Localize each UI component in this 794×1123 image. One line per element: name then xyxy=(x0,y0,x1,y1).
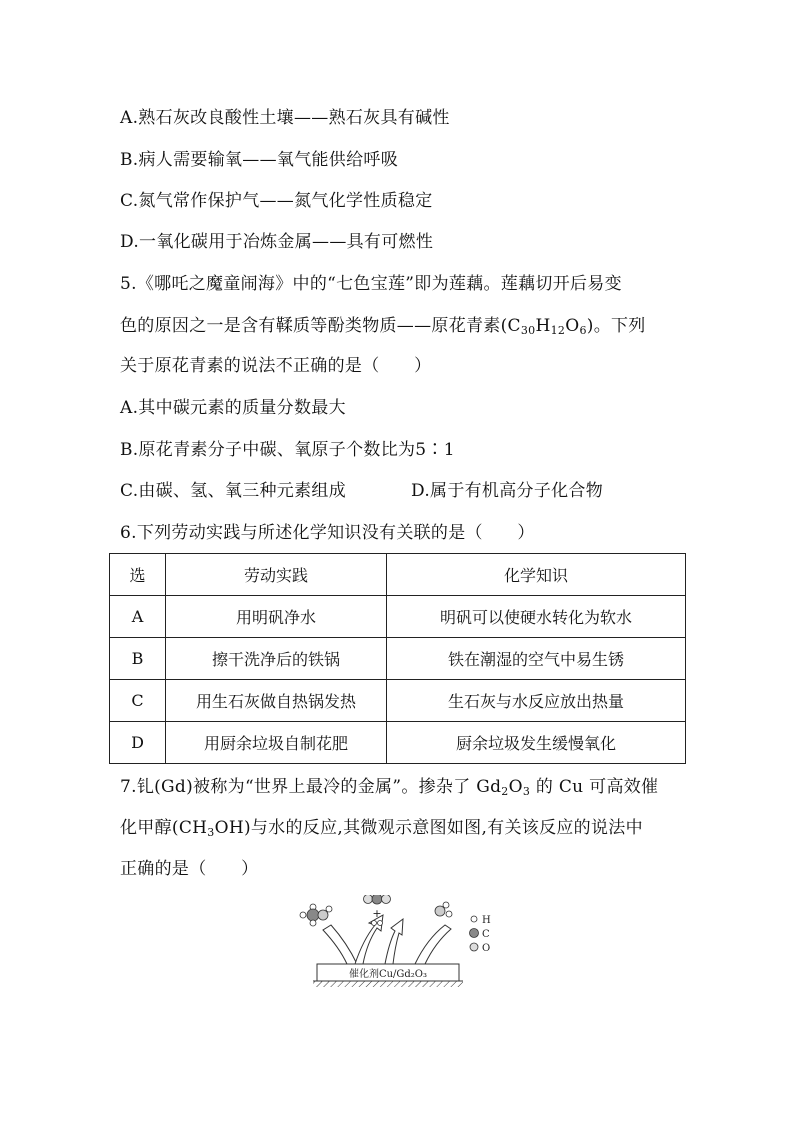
table-cell: A xyxy=(110,596,166,638)
table-cell: 用生石灰做自热锅发热 xyxy=(166,680,387,722)
co2-molecule xyxy=(364,895,391,904)
carbon-atom-icon xyxy=(470,929,479,938)
oxygen-atom-icon xyxy=(470,943,478,951)
q5-stem-line2: 色的原因之一是含有鞣质等酚类物质——原花青素$(C_{30}H_{12}O_6)$。下列 xyxy=(120,316,646,337)
table-cell: 用厨余垃圾自制花肥 xyxy=(166,722,387,764)
reaction-diagram xyxy=(295,895,505,990)
legend-label-h: H xyxy=(482,915,491,926)
table-row xyxy=(110,638,686,680)
table-row xyxy=(110,722,686,764)
catalyst-label: 催化剂Cu/Gd₂O₃ xyxy=(348,969,428,980)
arrow-up-center-right xyxy=(385,919,403,964)
catalyst-bar xyxy=(317,964,459,981)
table-cell: 擦干洗净后的铁锅 xyxy=(166,638,387,680)
table-cell: 用明矾净水 xyxy=(166,596,387,638)
q4-option-a: A.熟石灰改良酸性土壤——熟石灰具有碱性 xyxy=(120,108,450,128)
table-cell: B xyxy=(110,638,166,680)
q5-option-c: C.由碳、氢、氧三种元素组成 xyxy=(120,481,347,501)
arrow-down-left xyxy=(323,925,357,964)
q6-stem: 6.下列劳动实践与所述化学知识没有关联的是（ ） xyxy=(120,523,535,543)
table-header-cell: 化学知识 xyxy=(387,554,686,596)
q5-stem-line1: 5.《哪吒之魔童闹海》中的“七色宝莲”即为莲藕。莲藕切开后易变 xyxy=(120,274,622,294)
table-cell: 厨余垃圾发生缓慢氧化 xyxy=(387,722,686,764)
table-row xyxy=(110,596,686,638)
q4-option-b: B.病人需要输氧——氧气能供给呼吸 xyxy=(120,150,398,170)
legend-label-c: C xyxy=(482,929,490,940)
q6-table xyxy=(109,553,686,764)
q7-stem-line2: 化甲醇$(CH_3OH)$与水的反应,其微观示意图如图,有关该反应的说法中 xyxy=(120,818,643,839)
table-row xyxy=(110,680,686,722)
table-cell: 铁在潮湿的空气中易生锈 xyxy=(387,638,686,680)
ground-hatching xyxy=(313,981,463,987)
q4-option-d: D.一氧化碳用于冶炼金属——具有可燃性 xyxy=(120,232,434,252)
methanol-molecule xyxy=(300,904,332,926)
legend-label-o: O xyxy=(482,943,491,954)
q7-stem-line3: 正确的是（ ） xyxy=(120,859,259,879)
q4-option-c: C.氮气常作保护气——氮气化学性质稳定 xyxy=(120,191,433,211)
table-cell: C xyxy=(110,680,166,722)
atom-legend xyxy=(470,915,492,954)
q5-option-d: D.属于有机高分子化合物 xyxy=(411,481,604,501)
arrow-down-right xyxy=(415,925,451,964)
plus-sign: + xyxy=(372,907,382,920)
table-header-cell: 选 xyxy=(110,554,166,596)
table-header-cell: 劳动实践 xyxy=(166,554,387,596)
q5-option-b: B.原花青素分子中碳、氧原子个数比为5∶1 xyxy=(120,440,455,460)
table-cell: 明矾可以使硬水转化为软水 xyxy=(387,596,686,638)
q5-option-a: A.其中碳元素的质量分数最大 xyxy=(120,398,346,418)
table-cell: D xyxy=(110,722,166,764)
q7-stem-line1: 7.钆(Gd)被称为“世界上最冷的金属”。掺杂了 $Gd_2O_3$ 的 Cu 可高效催 xyxy=(120,777,659,798)
water-molecule xyxy=(435,902,452,917)
q5-stem-line3: 关于原花青素的说法不正确的是（ ） xyxy=(120,356,432,376)
table-header-row xyxy=(110,554,686,596)
hydrogen-atom-icon xyxy=(471,916,477,922)
table-cell: 生石灰与水反应放出热量 xyxy=(387,680,686,722)
